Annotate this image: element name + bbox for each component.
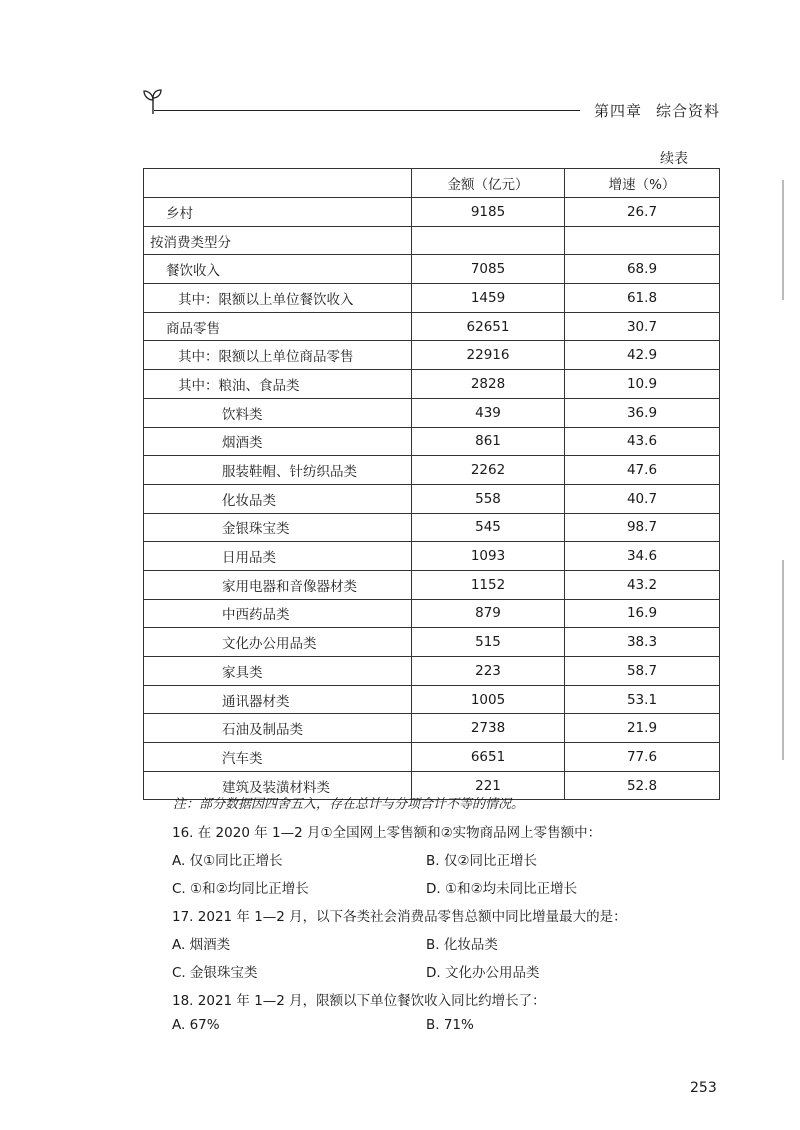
row-label: 其中：粮油、食品类 [144,370,412,399]
row-label: 中西药品类 [144,599,412,628]
table-row [144,255,720,284]
page-number: 253 [690,1080,717,1096]
sprout-icon [140,86,166,116]
row-amount: 7085 [412,255,565,284]
header-cell-growth: 增速（%） [565,169,720,198]
row-label: 其中：限额以上单位商品零售 [144,341,412,370]
question-16-option-d: D. ①和②均未同比正增长 [426,881,578,897]
row-label: 日用品类 [144,542,412,571]
section-title: 综合资料 [655,102,720,120]
row-label: 其中：限额以上单位餐饮收入 [144,284,412,313]
table-row [144,226,720,255]
row-label: 饮料类 [144,398,412,427]
table-row [144,657,720,686]
table-row [144,284,720,313]
question-18-option-a: A. 67% [172,1017,220,1033]
row-amount: 1093 [412,542,565,571]
table-row [144,628,720,657]
question-16: 16. 在 2020 年 1—2 月①全国网上零售额和②实物商品网上零售额中： [172,825,602,841]
row-growth: 52.8 [565,771,720,800]
row-amount: 22916 [412,341,565,370]
row-growth: 36.9 [565,398,720,427]
row-label: 服装鞋帽、针纺织品类 [144,456,412,485]
question-16-option-c: C. ①和②均同比正增长 [172,881,309,897]
table-row [144,427,720,456]
row-amount: 1152 [412,570,565,599]
row-growth: 43.6 [565,427,720,456]
table-row [144,743,720,772]
question-17-option-a: A. 烟酒类 [172,937,231,953]
table-row [144,599,720,628]
question-18-option-b: B. 71% [426,1017,474,1033]
row-label: 烟酒类 [144,427,412,456]
row-amount: 223 [412,657,565,686]
table-row [144,542,720,571]
row-growth: 58.7 [565,657,720,686]
row-growth: 42.9 [565,341,720,370]
table-row [144,714,720,743]
question-17: 17. 2021 年 1—2 月，以下各类社会消费品零售总额中同比增量最大的是： [172,909,627,925]
table-header-row [144,169,720,198]
row-amount: 1005 [412,685,565,714]
row-amount: 879 [412,599,565,628]
table-row [144,312,720,341]
row-growth: 43.2 [565,570,720,599]
row-amount: 62651 [412,312,565,341]
row-growth: 61.8 [565,284,720,313]
question-18: 18. 2021 年 1—2 月，限额以下单位餐饮收入同比约增长了： [172,993,546,1009]
row-label: 餐饮收入 [144,255,412,284]
row-amount: 2828 [412,370,565,399]
table-body [144,198,720,800]
row-label: 石油及制品类 [144,714,412,743]
question-17-option-b: B. 化妆品类 [426,937,498,953]
row-growth [565,226,720,255]
row-growth: 38.3 [565,628,720,657]
row-amount: 6651 [412,743,565,772]
row-growth: 26.7 [565,198,720,227]
scan-margin-mark [782,180,784,300]
chapter-title [580,100,720,121]
row-growth: 53.1 [565,685,720,714]
row-label: 金银珠宝类 [144,513,412,542]
table-row [144,685,720,714]
row-growth: 30.7 [565,312,720,341]
row-amount: 221 [412,771,565,800]
table-row [144,370,720,399]
question-16-option-b: B. 仅②同比正增长 [426,853,537,869]
row-growth: 98.7 [565,513,720,542]
row-amount: 558 [412,484,565,513]
row-growth: 77.6 [565,743,720,772]
header-cell-amount: 金额（亿元） [412,169,565,198]
question-16-option-a: A. 仅①同比正增长 [172,853,283,869]
table-row [144,456,720,485]
table-row [144,484,720,513]
row-growth: 47.6 [565,456,720,485]
row-label: 通讯器材类 [144,685,412,714]
row-label: 按消费类型分 [144,226,412,255]
table-note: 注：部分数据因四舍五入，存在总计与分项合计不等的情况。 [173,797,525,812]
row-amount: 439 [412,398,565,427]
page-header [140,86,720,120]
table-row [144,341,720,370]
row-label: 乡村 [144,198,412,227]
row-amount: 2262 [412,456,565,485]
row-label: 化妆品类 [144,484,412,513]
row-growth: 16.9 [565,599,720,628]
table-row [144,398,720,427]
row-amount: 861 [412,427,565,456]
question-17-option-d: D. 文化办公用品类 [426,965,540,981]
row-label: 建筑及装潢材料类 [144,771,412,800]
row-label: 文化办公用品类 [144,628,412,657]
row-label: 汽车类 [144,743,412,772]
row-label: 家具类 [144,657,412,686]
row-amount: 545 [412,513,565,542]
scan-margin-mark [782,560,784,760]
row-growth: 34.6 [565,542,720,571]
row-growth: 10.9 [565,370,720,399]
row-amount: 1459 [412,284,565,313]
row-label: 商品零售 [144,312,412,341]
chapter-number: 第四章 [593,102,642,120]
row-amount: 515 [412,628,565,657]
row-amount: 9185 [412,198,565,227]
question-17-option-c: C. 金银珠宝类 [172,965,258,981]
row-growth: 40.7 [565,484,720,513]
table-row [144,513,720,542]
row-growth: 68.9 [565,255,720,284]
row-growth: 21.9 [565,714,720,743]
continued-label: 续表 [660,151,688,167]
header-rule [154,110,580,111]
row-label: 家用电器和音像器材类 [144,570,412,599]
row-amount [412,226,565,255]
table-row [144,570,720,599]
table-row [144,198,720,227]
header-cell-label [144,169,412,198]
retail-sales-table [143,168,720,800]
row-amount: 2738 [412,714,565,743]
